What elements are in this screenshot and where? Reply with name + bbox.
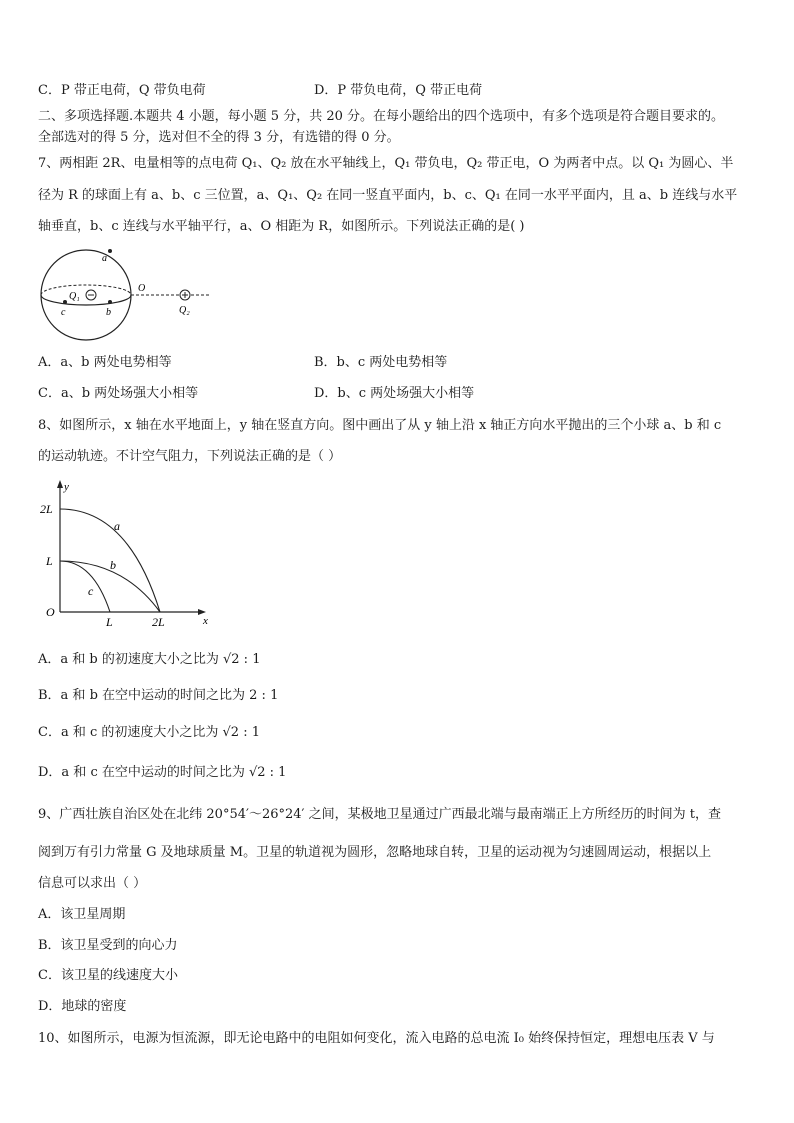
label-o: O (138, 283, 146, 294)
q8-stem-line1: 8、如图所示，x 轴在水平地面上，y 轴在竖直方向。图中画出了从 y 轴上沿 x 轴正方向水平抛出的三个小球 a、b 和 c (38, 418, 722, 433)
section2-line2: 全部选对的得 5 分，选对但不全的得 3 分，有选错的得 0 分。 (38, 130, 400, 145)
label-2l-y: 2L (40, 502, 53, 516)
label-a: a (114, 519, 120, 533)
q7-stem-line3: 轴垂直，b、c 连线与水平轴平行，a、O 相距为 R，如图所示。下列说法正确的是( ) (38, 219, 525, 234)
label-q2: Q₂ (179, 305, 190, 316)
q8-stem-line2: 的运动轨迹。不计空气阻力，下列说法正确的是（ ） (38, 449, 342, 464)
q8-option-a: A．a 和 b 的初速度大小之比为 √2 : 1 (38, 652, 261, 667)
label-a: a (102, 253, 107, 264)
q9-stem-line1: 9、广西壮族自治区处在北纬 20°54′～26°24′ 之间，某极地卫星通过广西最北端与最南端正上方所经历的时间为 t，查 (38, 807, 721, 822)
q7-stem-line2: 径为 R 的球面上有 a、b、c 三位置，a、Q₁、Q₂ 在同一竖直平面内，b、c、Q₁ 在同一水平平面内，且 a、b 连线与水平 (38, 188, 738, 203)
q9-option-a: A．该卫星周期 (38, 907, 126, 922)
label-c: c (61, 307, 66, 318)
q8-trajectory-figure (38, 478, 218, 630)
label-x: x (203, 615, 208, 627)
q6-option-c: C．P 带正电荷，Q 带负电荷 (38, 83, 206, 98)
q7-option-a: A．a、b 两处电势相等 (38, 355, 172, 370)
point-b (108, 300, 112, 304)
label-2l-x: 2L (152, 615, 165, 629)
q7-stem-line1: 7、两相距 2R、电量相等的点电荷 Q₁、Q₂ 放在水平轴线上，Q₁ 带负电，Q₂ 带正电，O 为两者中点。以 Q₁ 为圆心、半 (38, 156, 734, 171)
q8-option-c: C．a 和 c 的初速度大小之比为 √2 : 1 (38, 725, 260, 740)
q6-option-d: D．P 带负电荷，Q 带正电荷 (314, 83, 483, 98)
q7-option-b: B．b、c 两处电势相等 (314, 355, 448, 370)
q8-option-b: B．a 和 b 在空中运动的时间之比为 2 : 1 (38, 688, 279, 703)
q10-stem-line1: 10、如图所示，电源为恒流源，即无论电路中的电阻如何变化，流入电路的总电流 I₀ 始终保持恒定，理想电压表 V 与 (38, 1031, 715, 1046)
label-o: O (46, 605, 55, 619)
q9-option-c: C．该卫星的线速度大小 (38, 968, 178, 983)
point-c (63, 300, 67, 304)
label-b: b (106, 307, 111, 318)
label-l-x: L (106, 615, 113, 629)
label-q1: Q₁ (69, 291, 80, 302)
q9-stem-line3: 信息可以求出（ ） (38, 876, 147, 891)
q7-option-c: C．a、b 两处场强大小相等 (38, 386, 199, 401)
label-b: b (110, 558, 116, 572)
q9-stem-line2: 阅到万有引力常量 G 及地球质量 M。卫星的轨道视为圆形，忽略地球自转，卫星的运动视为匀速圆周运动，根据以上 (38, 845, 712, 860)
trajectory-c (60, 561, 110, 612)
q8-option-d: D．a 和 c 在空中运动的时间之比为 √2 : 1 (38, 765, 287, 780)
q9-option-b: B．该卫星受到的向心力 (38, 938, 178, 953)
label-l-y: L (46, 554, 53, 568)
q9-option-d: D．地球的密度 (38, 999, 127, 1014)
q7-sphere-figure (36, 245, 216, 345)
label-y: y (64, 481, 69, 493)
point-a (108, 249, 112, 253)
q7-option-d: D．b、c 两处场强大小相等 (314, 386, 475, 401)
section2-line1: 二、多项选择题.本题共 4 小题，每小题 5 分，共 20 分。在每小题给出的四个选项中，有多个选项是符合题目要求的。 (38, 109, 725, 124)
label-c: c (88, 584, 94, 598)
